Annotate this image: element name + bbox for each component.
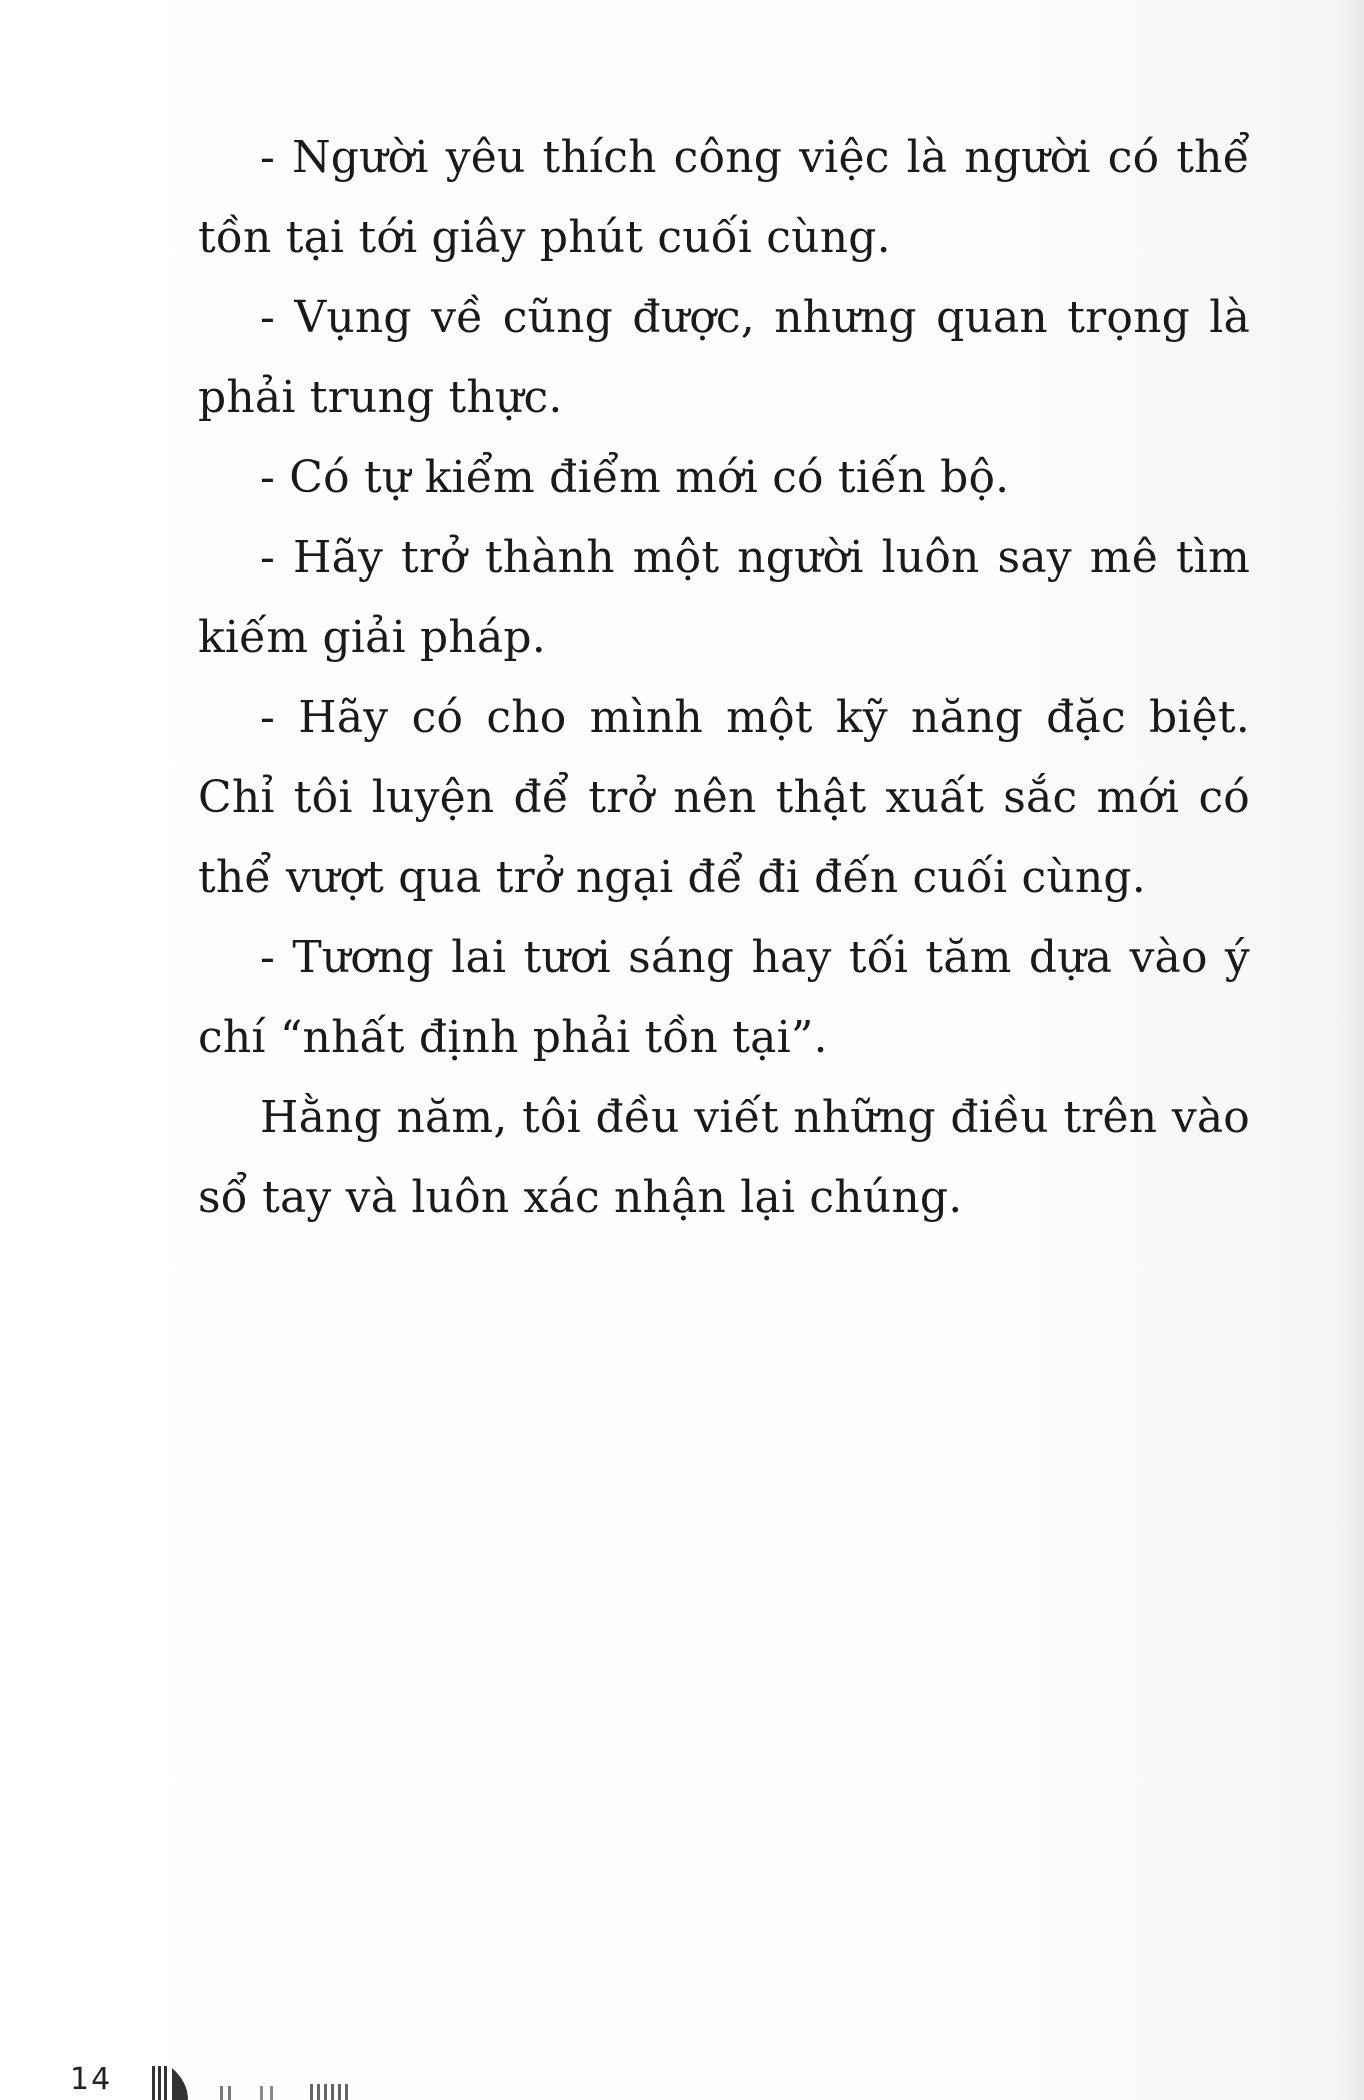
paragraph: Hằng năm, tôi đều viết những điều trên vào sổ tay và luôn xác nhận lại chúng. — [198, 1092, 1250, 1223]
page-edge-shadow — [1334, 0, 1364, 2100]
paragraph: - Người yêu thích công việc là người có thể tồn tại tới giây phút cuối cùng. — [198, 132, 1250, 263]
paragraph: - Hãy trở thành một người luôn say mê tìm kiếm giải pháp. — [198, 532, 1250, 663]
paragraph: - Hãy có cho mình một kỹ năng đặc biệt. Chỉ tôi luyện để trở nên thật xuất sắc mới có thể vượt qua trở ngại để đi đến cuối cùng. — [198, 692, 1250, 903]
page-number: 14 — [70, 2062, 113, 2097]
paragraph: - Có tự kiểm điểm mới có tiến bộ. — [260, 452, 1010, 503]
footer-ornament-icon — [150, 2060, 430, 2100]
paragraph: - Vụng về cũng được, nhưng quan trọng là phải trung thực. — [198, 292, 1250, 423]
paragraph: - Tương lai tươi sáng hay tối tăm dựa vào ý chí “nhất định phải tồn tại”. — [198, 932, 1250, 1063]
body-text — [198, 118, 1250, 1238]
